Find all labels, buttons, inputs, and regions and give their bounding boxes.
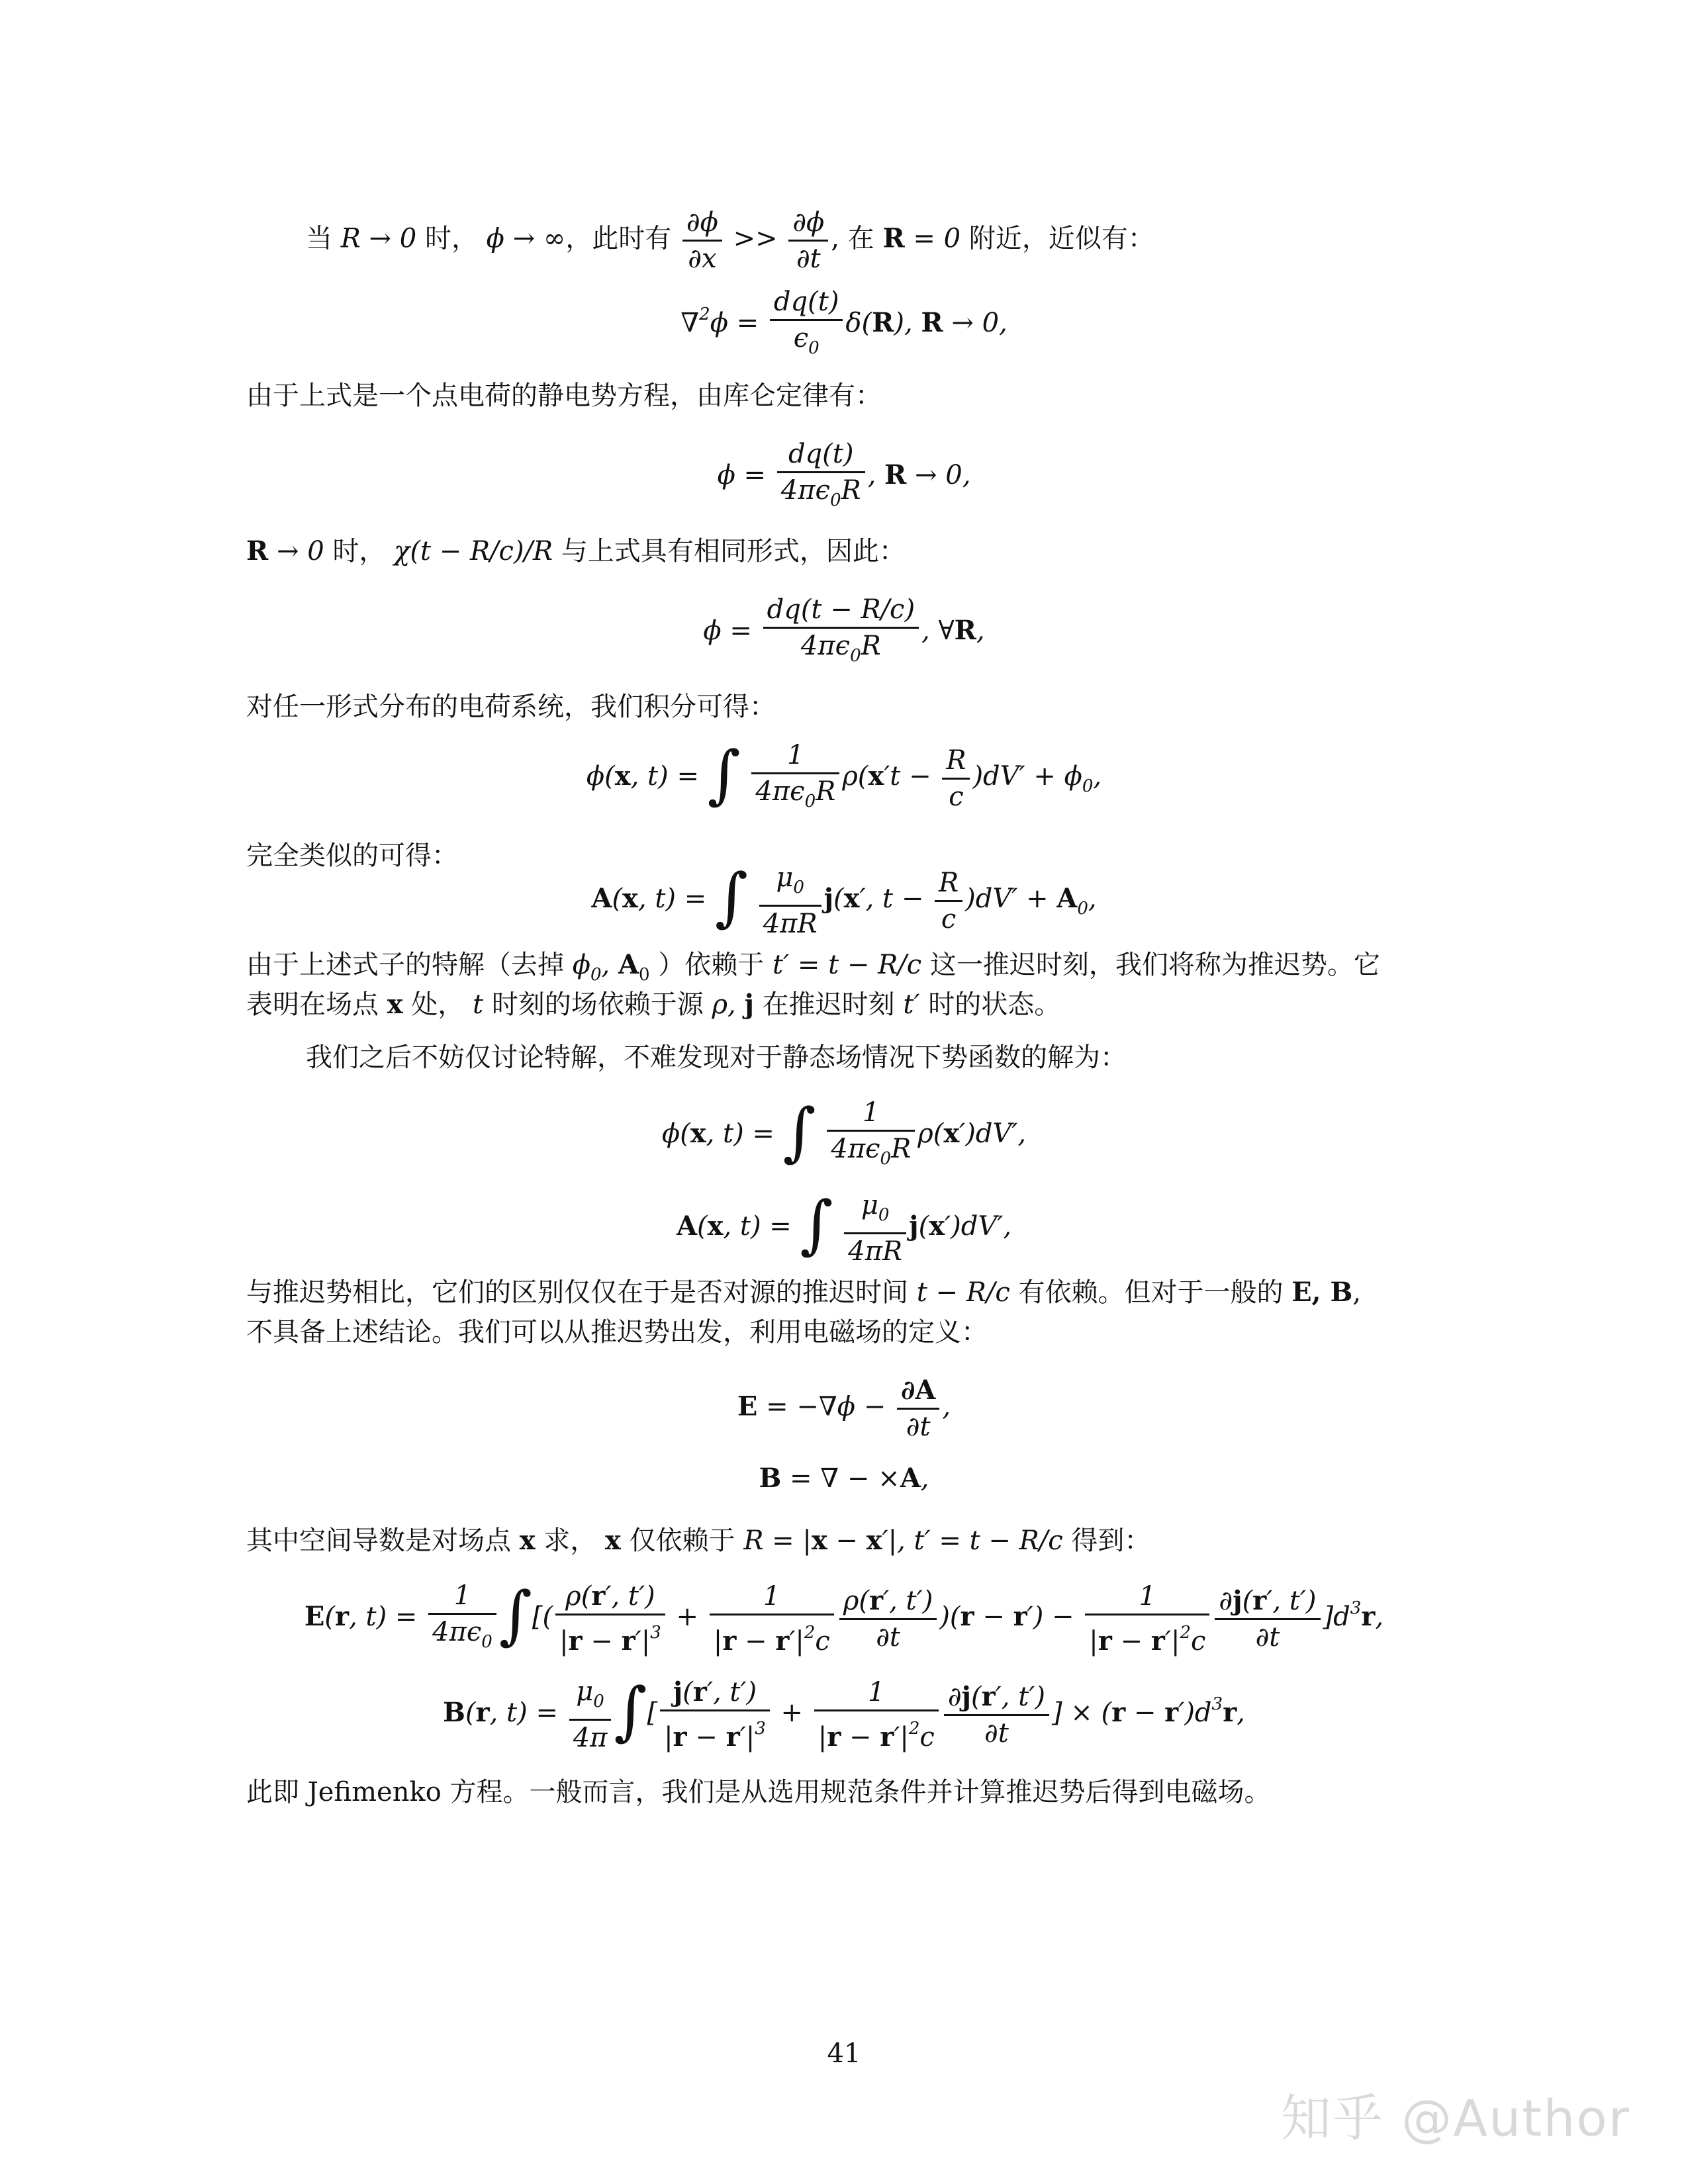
fraction: $\frac{1}{4\pi\epsilon_0}$ (428, 1578, 496, 1659)
fraction: $\frac{\partial\phi}{\partial t}$ (788, 205, 828, 276)
text: 这一推迟时刻，我们将称为推迟势。它 (929, 950, 1380, 980)
math-inline: t (473, 989, 484, 1020)
fraction: $\frac{\mu_0}{4\pi R}$ (759, 860, 821, 941)
text: 时， (424, 223, 478, 254)
fraction: $\frac{R}{c}$ (942, 743, 970, 814)
text: 与推迟势相比，它们的区别仅仅在于是否对源的推迟时间 (246, 1277, 908, 1308)
paragraph-spatial-derivative (246, 1522, 1150, 1559)
paragraph-same-form (246, 533, 906, 570)
fraction: $\frac{1}{|r - r'|^2c}$ (1085, 1579, 1209, 1659)
math-inline: R (882, 222, 905, 254)
math-inline: ρ, (712, 989, 745, 1020)
equation-jefimenko-e: E(r, t) = $\frac{1}{4\pi\epsilon_0}$ ∫[( $\frac{\rho(r', t')}{|r - r'|^3}$ + $\frac{1}{|r - r'|^2c}$ $\frac{\rho(r', t')}{\partial t}$ )(r − r′) − $\frac{1}{|r - r'|^2c}$ $\frac{\partial j(r', t')}{\partial t}$ ]$d^3r$, (0, 1578, 1688, 1659)
math-inline: E, B (1291, 1277, 1353, 1308)
text: 此即 (246, 1777, 299, 1807)
equation-coulomb: ϕ = $\frac{dq(t)}{4\pi\epsilon_0R}$ , R → 0, (0, 437, 1688, 518)
equation-retarded-point: ϕ = $\frac{dq(t - R/c)}{4\pi\epsilon_0R}$ , ∀R, (0, 592, 1688, 673)
text: 时的状态。 (928, 989, 1061, 1020)
text: 有依赖。但对于一般的 (1018, 1277, 1284, 1308)
paragraph-static: 我们之后不妨仅讨论特解，不难发现对于静态场情况下势函数的解为： (306, 1042, 1127, 1073)
fraction: $\frac{R}{c}$ (935, 866, 962, 936)
paragraph-coulomb: 由于上式是一个点电荷的静电势方程，由库仑定律有： (246, 381, 882, 411)
math-inline: t − R/c (916, 1277, 1010, 1308)
fraction: $\frac{\mu_0}{4\pi}$ (569, 1674, 612, 1755)
text: ）依赖于 (658, 950, 765, 980)
math-inline: R (246, 535, 269, 567)
text: 与上式具有相同形式，因此： (561, 536, 906, 567)
text: ，此时有 (565, 223, 672, 254)
text: 求， (543, 1525, 597, 1556)
text: 其中空间导数是对场点 (246, 1525, 511, 1556)
paragraph-comparison-cont: 不具备上述结论。我们可以从推迟势出发，利用电磁场的定义： (246, 1317, 988, 1347)
fraction: $\frac{1}{|r - r'|^2c}$ (814, 1675, 939, 1754)
fraction: $\frac{dq(t - R/c)}{4\pi\epsilon_0R}$ (763, 592, 919, 673)
text: 表明在场点 (246, 989, 379, 1020)
math-inline: >> (733, 223, 778, 254)
paragraph-integrate: 对任一形式分布的电荷系统，我们积分可得： (246, 692, 776, 722)
fraction: $\frac{\partial A}{\partial t}$ (897, 1373, 939, 1444)
watermark: 知乎 @Author (1281, 2089, 1631, 2148)
paragraph-jefimenko (246, 1774, 1271, 1811)
paragraph-retarded-definition-cont (246, 986, 1060, 1023)
math-inline: t′ (903, 989, 920, 1020)
fraction: $\frac{\rho(r', t')}{\partial t}$ (839, 1584, 937, 1655)
fraction: $\frac{1}{4\pi\epsilon_0R}$ (827, 1095, 915, 1176)
text: 在推迟时刻 (762, 989, 895, 1020)
text: 方程。一般而言，我们是从选用规范条件并计算推迟势后得到电磁场。 (449, 1777, 1271, 1807)
fraction: $\frac{1}{4\pi\epsilon_0R}$ (751, 738, 839, 819)
equation-jefimenko-b: B(r, t) = $\frac{\mu_0}{4\pi}$ ∫[ $\frac{j(r', t')}{|r - r'|^3}$ + $\frac{1}{|r - r'|^2c}$ $\frac{\partial j(r', t')}{\partial t}$ ] × $(r - r')d^3r$, (0, 1674, 1688, 1755)
fraction: $\frac{j(r', t')}{|r - r'|^3}$ (660, 1675, 770, 1754)
text: 仅依赖于 (629, 1525, 735, 1556)
text: 当 (306, 223, 332, 254)
math-inline: j (744, 989, 754, 1020)
text: 时， (332, 536, 386, 567)
text: , 在 (831, 223, 874, 254)
text: 附近，近似有： (968, 223, 1154, 254)
paragraph-similar: 完全类似的可得： (246, 841, 458, 871)
text: 处， (411, 989, 465, 1020)
page-number: 41 (827, 2038, 861, 2069)
math-inline: χ(t − R/c)/R (394, 536, 553, 567)
text: Jefimenko (307, 1777, 442, 1807)
text: 时刻的场依赖于源 (491, 989, 704, 1020)
paragraph-limit-condition (306, 205, 1154, 276)
math-inline: R = |x − x′|, t′ = t − R/c (743, 1525, 1063, 1556)
fraction: $\frac{\partial j(r', t')}{\partial t}$ (1215, 1584, 1320, 1655)
equation-poisson: ∇$^2$ϕ = $\frac{dq(t)}{\epsilon_0}$ δ(R), R → 0, (0, 285, 1688, 365)
fraction: $\frac{\partial j(r', t')}{\partial t}$ (944, 1680, 1049, 1751)
paragraph-retarded-definition: 由于上述式子的特解（去掉 $\phi_0$, $A_0$ ）依赖于 t′ = t − R/c 这一推迟时刻，我们将称为推迟势。它 (246, 949, 1380, 985)
text: 得到： (1071, 1525, 1151, 1556)
math-inline: t′ = t − R/c (773, 950, 922, 980)
equation-static-scalar: ϕ(x, t) = ∫ $\frac{1}{4\pi\epsilon_0R}$ ρ(x′)dV′, (0, 1095, 1688, 1176)
fraction: $\frac{\mu_0}{4\pi R}$ (844, 1188, 906, 1269)
math-inline: A (618, 949, 639, 980)
fraction: $\frac{dq(t)}{\epsilon_0}$ (770, 285, 843, 365)
math-inline: $\phi_0$, (572, 950, 618, 985)
paragraph-comparison: 与推迟势相比，它们的区别仅仅在于是否对源的推迟时间 t − R/c 有依赖。但对于一般的 E, B, (246, 1277, 1362, 1308)
equation-retarded-vector: A(x, t) = ∫ $\frac{\mu_0}{4\pi R}$ j(x′, t − $\frac{R}{c}$ )$dV' + A_0$, (0, 860, 1688, 941)
math-inline: x (605, 1525, 621, 1556)
fraction: $\frac{\partial\phi}{\partial x}$ (682, 205, 722, 276)
equation-retarded-scalar: ϕ(x, t) = ∫ $\frac{1}{4\pi\epsilon_0R}$ ρ(x′t − $\frac{R}{c}$ )$dV' + \phi_0$, (0, 738, 1688, 819)
equation-static-vector: A(x, t) = ∫ $\frac{\mu_0}{4\pi R}$ j(x′)dV′, (0, 1188, 1688, 1269)
fraction: $\frac{1}{|r - r'|^2c}$ (710, 1579, 834, 1659)
math-inline: → 0 (268, 536, 333, 567)
math-inline: R → 0 (340, 223, 417, 254)
math-inline: ϕ → ∞ (486, 223, 566, 254)
math-inline: x (387, 989, 403, 1020)
fraction: $\frac{dq(t)}{4\pi\epsilon_0R}$ (777, 437, 865, 518)
math-inline: = 0 (904, 223, 961, 254)
math-inline: x (519, 1525, 536, 1556)
equation-e-field: E = −∇ϕ − $\frac{\partial A}{\partial t}$ , (0, 1373, 1688, 1444)
fraction: $\frac{\rho(r', t')}{|r - r'|^3}$ (555, 1579, 665, 1659)
equation-b-field: B = ∇ − ×A, (759, 1463, 929, 1494)
text: 由于上述式子的特解（去掉 (246, 950, 564, 980)
